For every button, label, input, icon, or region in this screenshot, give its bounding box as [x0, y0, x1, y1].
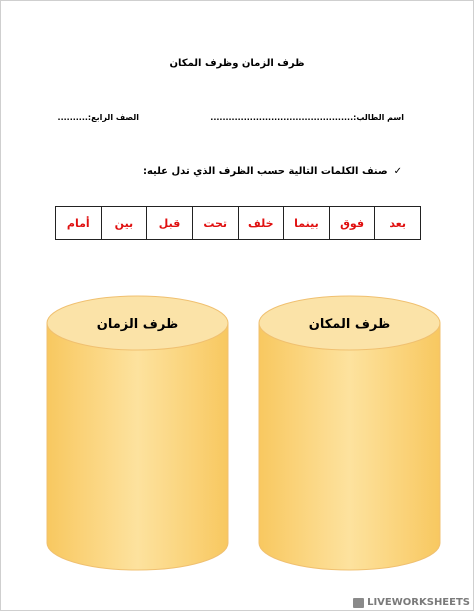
words-row	[56, 207, 421, 240]
class-field: الصف الرابع:..........	[57, 113, 139, 122]
logo-text: LIVEWORKSHEETS	[367, 597, 470, 608]
page-title: ظرف الزمان وظرف المكان	[169, 58, 305, 69]
time-adverb-container[interactable]	[46, 295, 229, 571]
word-cell[interactable]: قبل	[147, 207, 193, 240]
word-cell[interactable]: بين	[101, 207, 147, 240]
word-cell[interactable]: أمام	[56, 207, 102, 240]
word-cell[interactable]: بعد	[375, 207, 421, 240]
liveworksheets-logo	[353, 597, 470, 608]
place-adverb-label: ظرف المكان	[308, 317, 391, 332]
student-name-field: اسم الطالب:...............................................	[210, 113, 404, 122]
word-cell[interactable]: بينما	[284, 207, 330, 240]
cylinder-shape-right	[258, 295, 441, 571]
word-cell[interactable]: تحت	[192, 207, 238, 240]
place-adverb-container[interactable]	[258, 295, 441, 571]
word-cell[interactable]: خلف	[238, 207, 284, 240]
instruction	[143, 166, 402, 177]
instruction-text: صنف الكلمات التالية حسب الظرف الذي تدل عليه:	[142, 166, 388, 177]
words-table	[55, 206, 421, 240]
liveworksheets-logo-icon	[353, 598, 364, 608]
cylinder-shape-left	[46, 295, 229, 571]
word-cell[interactable]: فوق	[329, 207, 375, 240]
time-adverb-label: ظرف الزمان	[96, 317, 179, 332]
checkmark-icon: ✓	[393, 166, 402, 177]
